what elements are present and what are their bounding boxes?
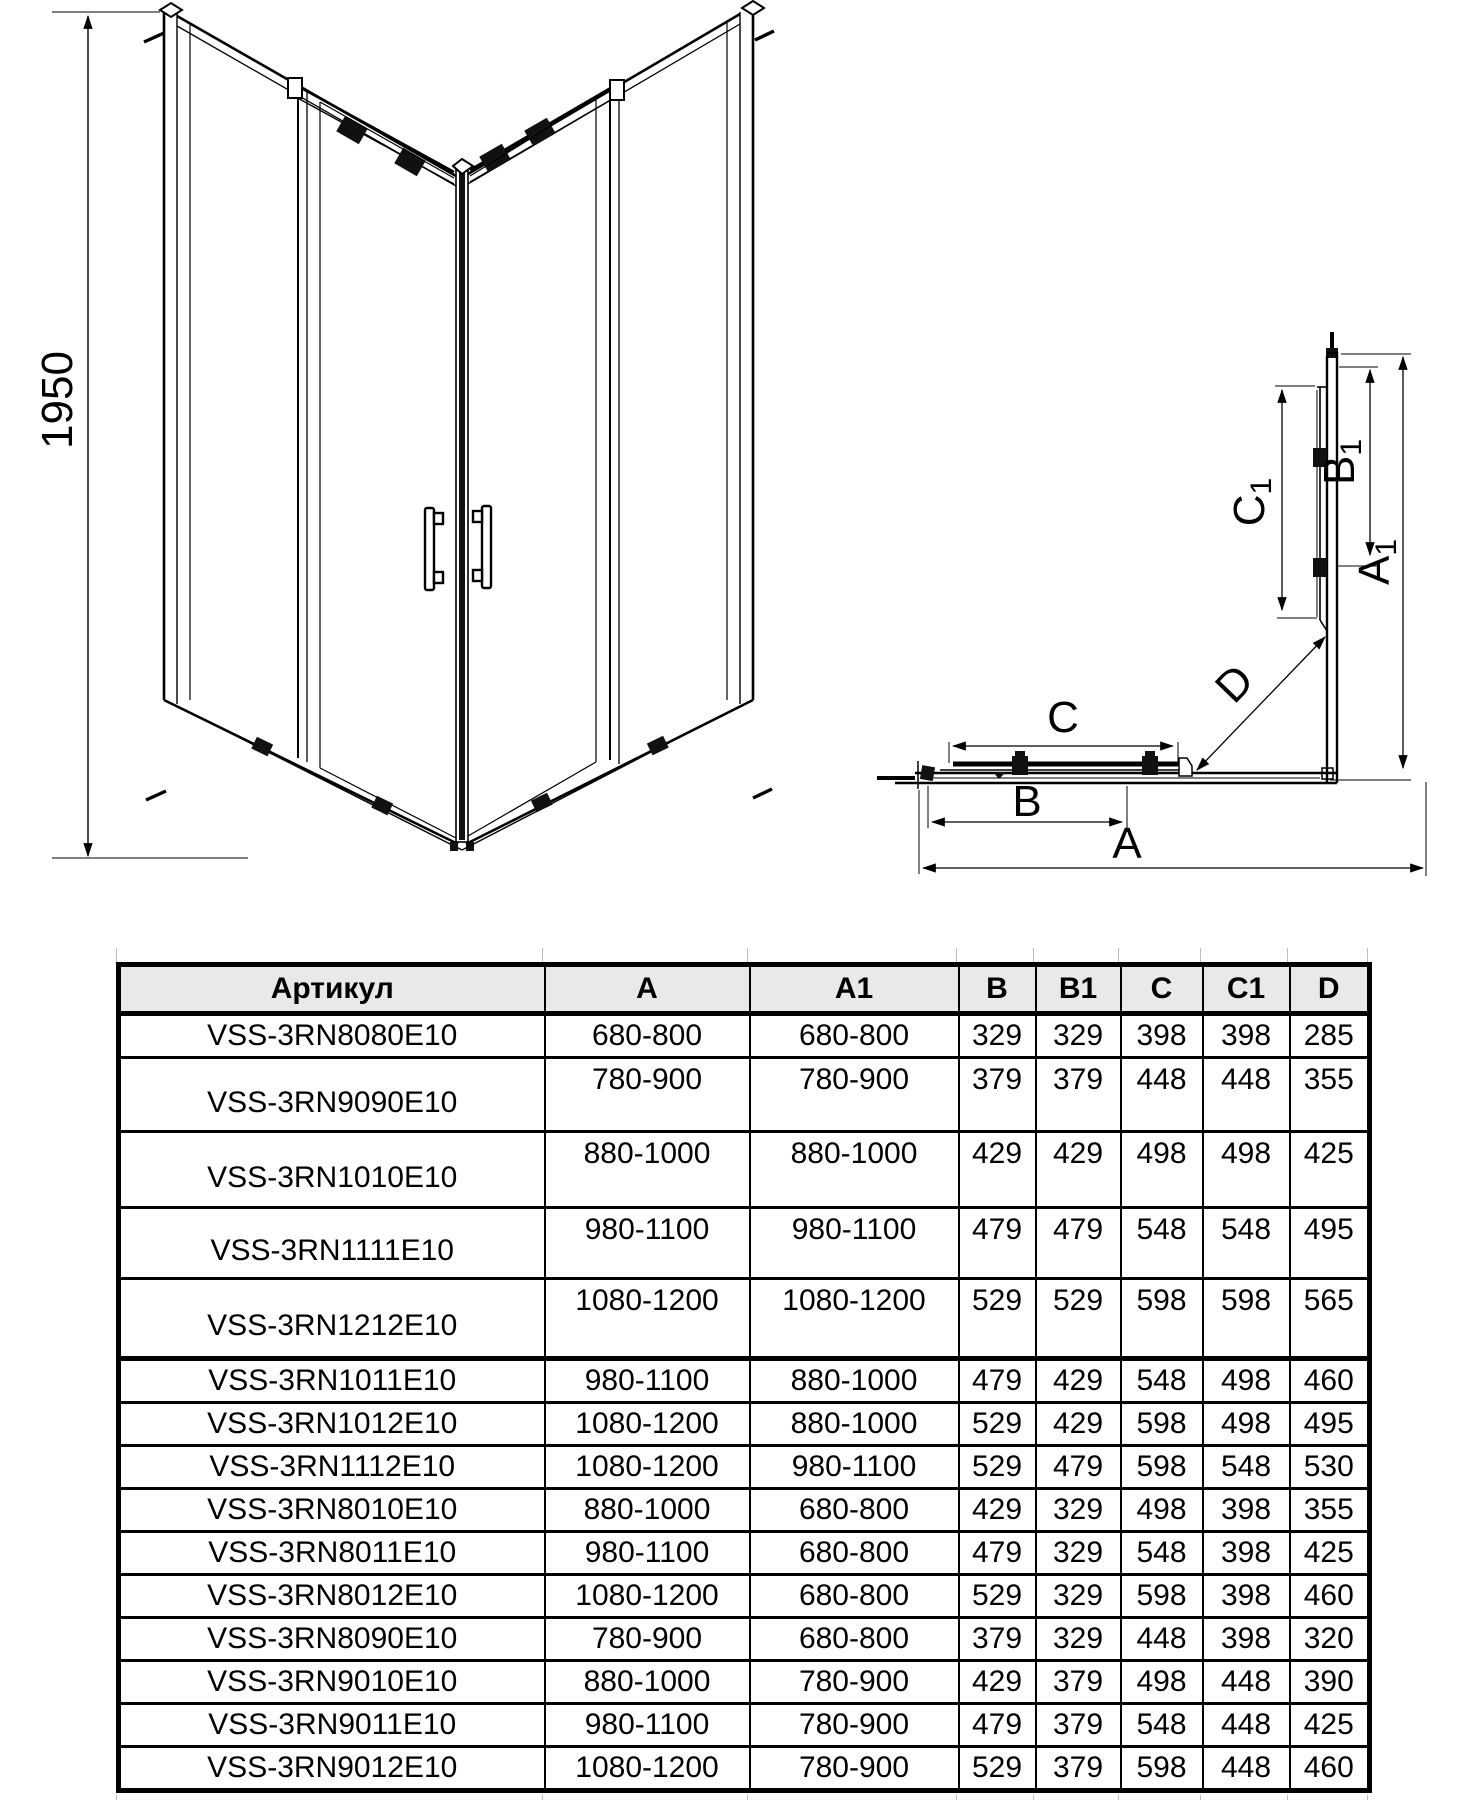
article-cell: VSS-3RN1010E10	[119, 1132, 545, 1208]
dimension-cell: 980-1100	[545, 1359, 750, 1403]
dimension-cell: 355	[1290, 1058, 1370, 1132]
dimension-cell: 680-800	[750, 1532, 959, 1575]
dimension-cell: 329	[1036, 1014, 1121, 1058]
table-row	[119, 1014, 1370, 1058]
column-header-b: B	[959, 965, 1036, 1014]
table-row	[119, 1446, 1370, 1489]
dimension-cell: 448	[1203, 1747, 1290, 1791]
dimension-cell: 529	[959, 1747, 1036, 1791]
dimension-cell: 379	[959, 1058, 1036, 1132]
door-handle-left	[425, 508, 443, 590]
grid-line	[747, 1795, 748, 1800]
iso-drawing	[30, 0, 775, 880]
plan-drawing	[865, 320, 1440, 880]
dimension-cell: 495	[1290, 1403, 1370, 1446]
table-row	[119, 1661, 1370, 1704]
dimension-cell: 980-1100	[750, 1208, 959, 1279]
table-body	[119, 1014, 1370, 1791]
plan-bottom-wall	[877, 751, 1337, 789]
dimension-cell: 390	[1290, 1661, 1370, 1704]
grid-line	[1118, 1795, 1119, 1800]
dimension-cell: 398	[1203, 1532, 1290, 1575]
article-cell: VSS-3RN9011E10	[119, 1704, 545, 1747]
roller-icon	[336, 116, 426, 177]
dimension-cell: 880-1000	[545, 1661, 750, 1704]
dimension-cell: 379	[1036, 1661, 1121, 1704]
table-row	[119, 1403, 1370, 1446]
article-cell: VSS-3RN8010E10	[119, 1489, 545, 1532]
dimension-cell: 548	[1203, 1446, 1290, 1489]
dimension-cell: 398	[1203, 1489, 1290, 1532]
grid-line	[1287, 1795, 1288, 1800]
dimension-cell: 479	[1036, 1208, 1121, 1279]
dimension-cell: 980-1100	[545, 1208, 750, 1279]
dimension-cell: 320	[1290, 1618, 1370, 1661]
dimension-cell: 529	[959, 1279, 1036, 1359]
dimension-cell: 1080-1200	[750, 1279, 959, 1359]
grid-line	[956, 948, 957, 962]
spec-table	[116, 962, 1372, 1793]
column-header-article: Артикул	[119, 965, 545, 1014]
article-cell: VSS-3RN9012E10	[119, 1747, 545, 1791]
dimension-cell: 448	[1203, 1704, 1290, 1747]
article-cell: VSS-3RN8011E10	[119, 1532, 545, 1575]
dimension-cell: 780-900	[750, 1661, 959, 1704]
dimension-cell: 530	[1290, 1446, 1370, 1489]
dimension-cell: 680-800	[750, 1575, 959, 1618]
dimension-cell: 680-800	[750, 1014, 959, 1058]
right-wall	[462, 1, 774, 850]
dimension-cell: 425	[1290, 1532, 1370, 1575]
table-row	[119, 1618, 1370, 1661]
article-cell: VSS-3RN8090E10	[119, 1618, 545, 1661]
grid-line	[747, 948, 748, 962]
dim-c1-label: C1	[1225, 477, 1278, 527]
dimension-cell: 598	[1121, 1747, 1203, 1791]
dimension-cell: 680-800	[545, 1014, 750, 1058]
dim-a-label: A	[1112, 819, 1142, 868]
grid-line	[542, 1795, 543, 1800]
dimension-cell: 479	[959, 1532, 1036, 1575]
dimension-cell: 285	[1290, 1014, 1370, 1058]
column-header-a1: A1	[750, 965, 959, 1014]
dimension-cell: 479	[959, 1208, 1036, 1279]
article-cell: VSS-3RN1011E10	[119, 1359, 545, 1403]
article-cell: VSS-3RN8012E10	[119, 1575, 545, 1618]
height-dim-label: 1950	[33, 351, 82, 449]
dimension-cell: 329	[1036, 1532, 1121, 1575]
dimension-cell: 980-1100	[545, 1532, 750, 1575]
dimension-cell: 529	[1036, 1279, 1121, 1359]
dimension-cell: 479	[959, 1704, 1036, 1747]
grid-line	[116, 948, 117, 962]
dimension-cell: 498	[1121, 1132, 1203, 1208]
dimension-cell: 429	[959, 1489, 1036, 1532]
dimension-cell: 329	[959, 1014, 1036, 1058]
dimension-cell: 548	[1121, 1532, 1203, 1575]
dimension-cell: 379	[1036, 1058, 1121, 1132]
dimension-cell: 980-1100	[545, 1704, 750, 1747]
dimension-cell: 780-900	[750, 1704, 959, 1747]
dimension-cell: 548	[1121, 1704, 1203, 1747]
article-cell: VSS-3RN9010E10	[119, 1661, 545, 1704]
grid-line	[1200, 948, 1201, 962]
grid-line	[1200, 1795, 1201, 1800]
grid-line	[542, 948, 543, 962]
article-cell: VSS-3RN1111E10	[119, 1208, 545, 1279]
dimension-cell: 1080-1200	[545, 1446, 750, 1489]
dimension-cell: 495	[1290, 1208, 1370, 1279]
dimension-cell: 880-1000	[750, 1403, 959, 1446]
dimension-cell: 379	[1036, 1747, 1121, 1791]
dimension-cell: 398	[1203, 1575, 1290, 1618]
dimension-cell: 448	[1121, 1058, 1203, 1132]
grid-line	[1118, 948, 1119, 962]
column-header-d: D	[1290, 965, 1370, 1014]
grid-line	[1367, 1795, 1368, 1800]
dimension-cell: 980-1100	[750, 1446, 959, 1489]
dimension-cell: 1080-1200	[545, 1575, 750, 1618]
dimension-cell: 448	[1203, 1058, 1290, 1132]
grid-line	[1367, 948, 1368, 962]
plan-right-wall	[1313, 332, 1338, 783]
dimension-cell: 1080-1200	[545, 1403, 750, 1446]
dimension-cell: 429	[1036, 1359, 1121, 1403]
dimension-cell: 780-900	[750, 1058, 959, 1132]
dimension-cell: 565	[1290, 1279, 1370, 1359]
table-header-row	[119, 965, 1370, 1014]
dimension-cell: 498	[1121, 1489, 1203, 1532]
grid-line	[1033, 1795, 1034, 1800]
dimension-cell: 425	[1290, 1704, 1370, 1747]
dimension-cell: 1080-1200	[545, 1279, 750, 1359]
dimension-cell: 479	[1036, 1446, 1121, 1489]
article-cell: VSS-3RN1212E10	[119, 1279, 545, 1359]
table-row	[119, 1058, 1370, 1132]
dimension-cell: 548	[1203, 1208, 1290, 1279]
dimension-cell: 379	[1036, 1704, 1121, 1747]
dimension-cell: 329	[1036, 1489, 1121, 1532]
dim-d-label: D	[1205, 655, 1264, 713]
dimension-cell: 598	[1121, 1403, 1203, 1446]
dimension-cell: 680-800	[750, 1489, 959, 1532]
dim-a	[919, 782, 1426, 876]
column-header-c1: C1	[1203, 965, 1290, 1014]
dimension-cell: 429	[959, 1661, 1036, 1704]
dimension-cell: 329	[1036, 1618, 1121, 1661]
grid-line	[956, 1795, 957, 1800]
grid-line	[116, 1795, 117, 1800]
door-handle-right	[473, 506, 491, 588]
column-header-c: C	[1121, 965, 1203, 1014]
dimension-cell: 429	[1036, 1403, 1121, 1446]
table-row	[119, 1132, 1370, 1208]
dimension-cell: 329	[1036, 1575, 1121, 1618]
column-header-a: A	[545, 965, 750, 1014]
dimension-cell: 880-1000	[545, 1132, 750, 1208]
table-row	[119, 1532, 1370, 1575]
wall-bracket-icon	[146, 791, 166, 800]
dimension-cell: 448	[1203, 1661, 1290, 1704]
dim-a1-label: A1	[1350, 538, 1403, 586]
dimension-cell: 880-1000	[750, 1359, 959, 1403]
dimension-cell: 1080-1200	[545, 1747, 750, 1791]
dimension-cell: 680-800	[750, 1618, 959, 1661]
dimension-cell: 498	[1203, 1359, 1290, 1403]
dim-c-label: C	[1047, 693, 1079, 742]
dimension-cell: 780-900	[545, 1058, 750, 1132]
dimension-cell: 379	[959, 1618, 1036, 1661]
table-row	[119, 1489, 1370, 1532]
dimension-cell: 448	[1121, 1618, 1203, 1661]
dimension-cell: 498	[1121, 1661, 1203, 1704]
article-cell: VSS-3RN8080E10	[119, 1014, 545, 1058]
dim-b1-label: B1	[1315, 438, 1368, 486]
article-cell: VSS-3RN1112E10	[119, 1446, 545, 1489]
dimension-cell: 479	[959, 1359, 1036, 1403]
dimension-cell: 529	[959, 1575, 1036, 1618]
dimension-cell: 529	[959, 1446, 1036, 1489]
dimension-cell: 429	[959, 1132, 1036, 1208]
table-row	[119, 1704, 1370, 1747]
column-header-b1: B1	[1036, 965, 1121, 1014]
dimension-cell: 548	[1121, 1208, 1203, 1279]
dimension-cell: 548	[1121, 1359, 1203, 1403]
dimension-cell: 880-1000	[545, 1489, 750, 1532]
left-wall	[144, 3, 462, 850]
wall-bracket-icon	[753, 789, 772, 798]
dimension-cell: 498	[1203, 1132, 1290, 1208]
dim-c1	[1275, 386, 1317, 618]
dimension-cell: 398	[1203, 1014, 1290, 1058]
dimension-cell: 598	[1121, 1279, 1203, 1359]
corner-post	[450, 159, 474, 851]
table-row	[119, 1359, 1370, 1403]
article-cell: VSS-3RN1012E10	[119, 1403, 545, 1446]
table-row	[119, 1279, 1370, 1359]
dimension-cell: 460	[1290, 1747, 1370, 1791]
table-row	[119, 1575, 1370, 1618]
table-row	[119, 1208, 1370, 1279]
grid-line	[1033, 948, 1034, 962]
dim-d	[1197, 637, 1325, 770]
dimension-cell: 398	[1121, 1014, 1203, 1058]
dim-b-label: B	[1012, 777, 1042, 826]
dimension-cell: 429	[1036, 1132, 1121, 1208]
dimension-cell: 880-1000	[750, 1132, 959, 1208]
article-cell: VSS-3RN9090E10	[119, 1058, 545, 1132]
grid-line	[1287, 948, 1288, 962]
dimension-cell: 498	[1203, 1403, 1290, 1446]
dimension-cell: 355	[1290, 1489, 1370, 1532]
dimension-cell: 598	[1121, 1446, 1203, 1489]
dimension-cell: 460	[1290, 1359, 1370, 1403]
wall-bracket-icon	[144, 33, 164, 42]
dimension-cell: 460	[1290, 1575, 1370, 1618]
dimension-cell: 598	[1203, 1279, 1290, 1359]
dimension-cell: 425	[1290, 1132, 1370, 1208]
table-row	[119, 1747, 1370, 1791]
wall-bracket-icon	[755, 31, 774, 40]
dimension-cell: 598	[1121, 1575, 1203, 1618]
dimension-cell: 398	[1203, 1618, 1290, 1661]
dimension-cell: 780-900	[545, 1618, 750, 1661]
dimension-cell: 780-900	[750, 1747, 959, 1791]
dimension-cell: 529	[959, 1403, 1036, 1446]
